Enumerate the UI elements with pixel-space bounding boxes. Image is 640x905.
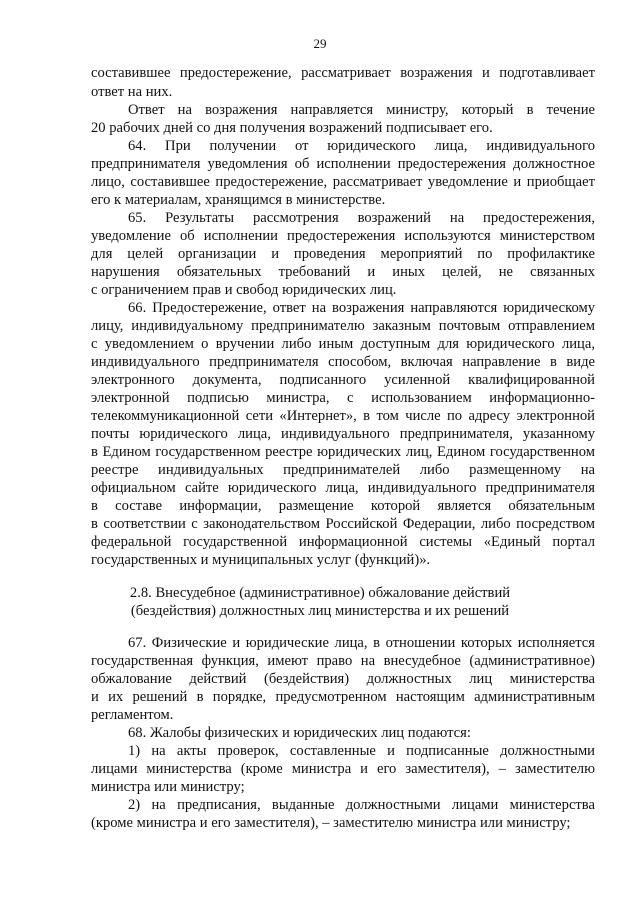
text-line: в составе информации, размещение которой является обязательным [91, 498, 595, 514]
text-line: 65. Результаты рассмотрения возражений на предостережения, [128, 210, 595, 226]
text-line: его к материалам, хранящимся в министерстве. [91, 192, 386, 208]
text-line: (кроме министра и его заместителя), – заместителю министра или министру; [91, 815, 571, 831]
section-heading: 2.8. Внесудебное (административное) обжалование действий [129, 585, 511, 601]
text-line: регламентом. [91, 707, 174, 723]
text-line: министра или министру; [91, 779, 245, 795]
text-line: электронного документа, подписанного усиленной квалифицированной [91, 372, 595, 388]
text-line: 20 рабочих дней со дня получения возражений подписывает его. [91, 120, 493, 136]
text-line: 2) на предписания, выданные должностными лицами министерства [128, 797, 595, 813]
page-number: 29 [313, 36, 327, 51]
text-line: федеральной государственной информационной системы «Единый портал [91, 534, 595, 550]
text-line: ответ на них. [91, 84, 173, 100]
text-line: реестре индивидуальных предпринимателей либо размещенному на [91, 462, 595, 478]
text-line: государственных и муниципальных услуг (функций)». [91, 552, 431, 568]
text-line: почты юридического лица, индивидуального предпринимателя, указанному [91, 426, 595, 442]
text-line: в соответствии с законодательством Российской Федерации, либо посредством [91, 516, 595, 532]
text-line: официальном сайте юридического лица, индивидуального предпринимателя [91, 480, 595, 496]
text-line: 66. Предостережение, ответ на возражения направляются юридическому [128, 300, 595, 316]
text-line: Ответ на возражения направляется министру, который в течение [128, 102, 595, 118]
text-line: телекоммуникационной сети «Интернет», в том числе по адресу электронной [91, 408, 595, 424]
text-line: электронной подписью министра, с использованием информационно- [91, 390, 595, 406]
text-line: обжалование действий (бездействия) должностных лиц министерства [91, 671, 595, 687]
text-line: для целей организации и проведения мероприятий по профилактике [91, 246, 595, 262]
text-line: 67. Физические и юридические лица, в отношении которых исполняется [128, 635, 595, 651]
text-line: предпринимателя уведомления об исполнении предостережения должностное [91, 156, 595, 172]
text-line: 1) на акты проверок, составленные и подписанные должностными [128, 743, 595, 759]
text-line: лицу, индивидуальному предпринимателю заказным почтовым отправлением [91, 318, 595, 334]
text-line: с уведомлением о вручении либо иным доступным для юридического лица, [91, 336, 595, 352]
text-line: составившее предостережение, рассматривает возражения и подготавливает [91, 65, 595, 81]
text-line: и их решений в порядке, предусмотренном настоящим административным [91, 689, 595, 705]
text-line: государственная функция, имеют право на внесудебное (административное) [91, 653, 595, 669]
text-line: нарушения обязательных требований и иных целей, не связанных [91, 264, 595, 280]
text-line: индивидуального предпринимателя способом, включая направление в виде [91, 354, 595, 370]
text-line: лицами министерства (кроме министра и его заместителя), – заместителю [91, 761, 595, 777]
text-line: в Едином государственном реестре юридических лиц, Едином государственном [91, 444, 595, 460]
section-heading: (бездействия) должностных лиц министерства и их решений [130, 603, 510, 619]
text-line: уведомление об исполнении предостережения используются министерством [91, 228, 595, 244]
text-line: 68. Жалобы физических и юридических лиц подаются: [128, 725, 471, 741]
text-line: с ограничением прав и свобод юридических лиц. [91, 282, 397, 298]
text-line: лицо, составившее предостережение, рассматривает уведомление и приобщает [91, 174, 595, 190]
text-line: 64. При получении от юридического лица, индивидуального [128, 138, 595, 154]
